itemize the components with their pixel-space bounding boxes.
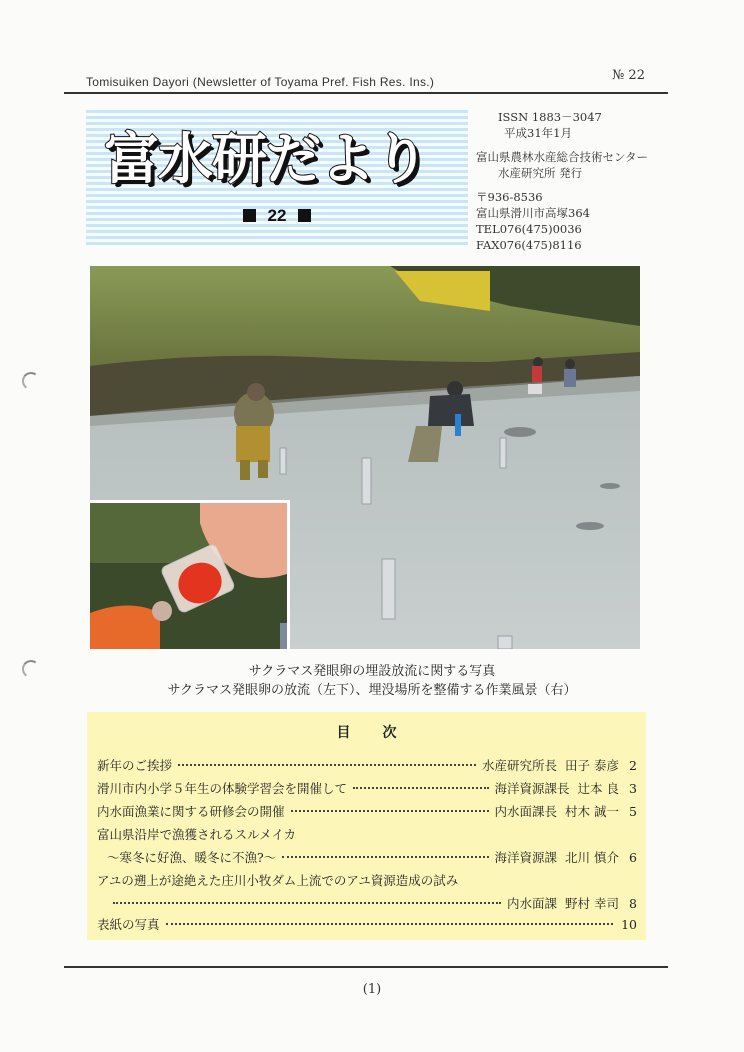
header-rule xyxy=(64,92,668,94)
postal-code: 〒936-8536 xyxy=(476,190,543,204)
telephone: TEL076(475)0036 xyxy=(476,222,582,236)
newsletter-series-title: Tomisuiken Dayori (Newsletter of Toyama Pref. Fish Res. Ins.) xyxy=(86,75,435,89)
issue-number: № 22 xyxy=(612,68,645,83)
punch-hole-top xyxy=(21,371,42,392)
table-of-contents xyxy=(87,712,646,940)
toc-entry[interactable] xyxy=(97,779,637,799)
page-number: (1) xyxy=(362,982,382,997)
toc-entry-author: 海洋資源課長 辻本 良 xyxy=(494,781,619,796)
toc-entry-title: 表紙の写真 xyxy=(97,917,160,932)
toc-entry-page: 2 xyxy=(629,758,637,773)
toc-entry-author: 内水面課 野村 幸司 xyxy=(507,896,619,911)
publication-date: 平成31年1月 xyxy=(504,126,572,140)
toc-leader-dots xyxy=(113,902,501,904)
inset-photo-egg-release xyxy=(90,500,290,649)
toc-entry-page: 8 xyxy=(629,896,637,911)
publisher-org: 富山県農林水産総合技術センター xyxy=(476,150,649,164)
toc-entry-title: 富山県沿岸で漁獲されるスルメイカ xyxy=(97,827,297,842)
fax: FAX076(475)8116 xyxy=(476,238,582,252)
publisher-division: 水産研究所 発行 xyxy=(498,166,583,180)
masthead-issue-number: 22 xyxy=(267,206,287,225)
publication-info xyxy=(476,109,648,253)
square-bullet-left xyxy=(243,209,256,222)
masthead xyxy=(86,110,468,245)
toc-leader-dots xyxy=(353,787,488,789)
photo-caption-line2: サクラマス発眼卵の放流（左下）、埋没場所を整備する作業風景（右） xyxy=(167,683,577,698)
toc-entry-page: 5 xyxy=(629,804,637,819)
toc-leader-dots xyxy=(166,923,613,925)
toc-entry[interactable] xyxy=(97,802,637,822)
issn: ISSN 1883－3047 xyxy=(498,110,602,124)
toc-entry-title: アユの遡上が途絶えた庄川小牧ダム上流でのアユ資源造成の試み xyxy=(97,873,459,888)
toc-entry[interactable] xyxy=(97,756,637,776)
toc-entry-author: 水産研究所長 田子 泰彦 xyxy=(482,758,619,773)
toc-entry-page: 10 xyxy=(621,917,637,932)
toc-heading: 目次 xyxy=(336,725,429,741)
toc-entry-continuation[interactable] xyxy=(97,894,637,914)
masthead-issue xyxy=(86,206,468,226)
toc-leader-dots xyxy=(291,810,489,812)
square-bullet-right xyxy=(298,209,311,222)
masthead-title: 富水研だより xyxy=(104,127,429,191)
toc-entry-title: 滑川市内小学５年生の体験学習会を開催して xyxy=(97,781,348,796)
toc-leader-dots xyxy=(178,764,476,766)
toc-entry-author: 海洋資源課 北川 慎介 xyxy=(494,850,619,865)
toc-entry[interactable] xyxy=(97,915,637,935)
photo-caption-line1: サクラマス発眼卵の埋設放流に関する写真 xyxy=(248,664,496,679)
toc-entry-page: 6 xyxy=(629,850,637,865)
toc-entry-author: 内水面課長 村木 誠一 xyxy=(494,804,619,819)
inset-photo-illustration xyxy=(90,503,290,649)
toc-entry[interactable] xyxy=(97,825,637,845)
footer-rule xyxy=(64,966,668,968)
toc-entry-page: 3 xyxy=(629,781,637,796)
toc-entry-subtitle[interactable] xyxy=(97,848,637,868)
toc-leader-dots xyxy=(282,856,488,858)
address: 富山県滑川市高塚364 xyxy=(476,206,590,220)
toc-entry-title: ～寒冬に好漁、暖冬に不漁?～ xyxy=(107,850,277,865)
toc-entry-title: 新年のご挨拶 xyxy=(97,758,173,773)
toc-entry-title: 内水面漁業に関する研修会の開催 xyxy=(97,804,285,819)
toc-entry[interactable] xyxy=(97,871,637,891)
